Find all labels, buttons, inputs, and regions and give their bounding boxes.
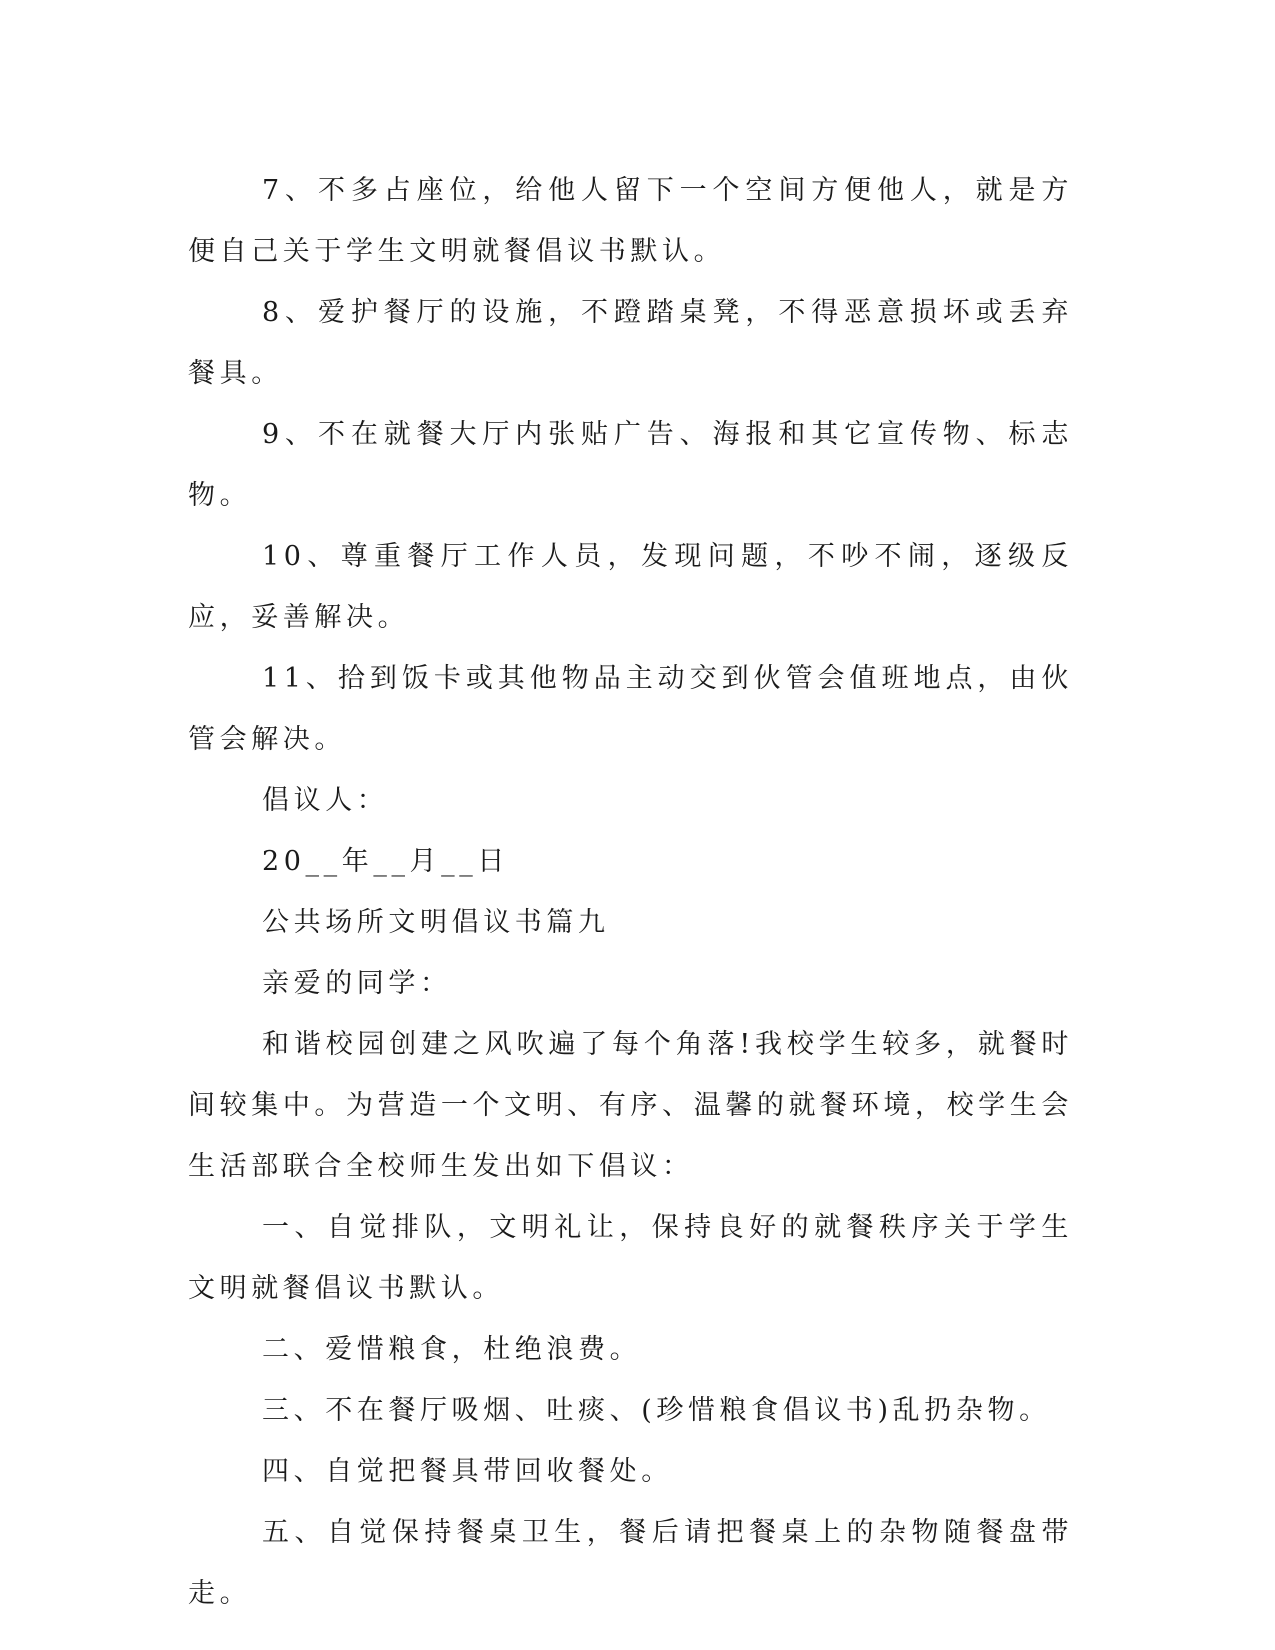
proposal-item-1: 一、自觉排队，文明礼让，保持良好的就餐秩序关于学生文明就餐倡议书默认。 [188,1212,1073,1304]
paragraph-item-9: 9、不在就餐大厅内张贴广告、海报和其它宣传物、标志物。 [188,419,1073,511]
proposal-item-4: 四、自觉把餐具带回收餐处。 [262,1456,673,1487]
proposal-item-5: 五、自觉保持餐桌卫生，餐后请把餐桌上的杂物随餐盘带走。 [188,1517,1073,1609]
paragraph-item-7: 7、不多占座位，给他人留下一个空间方便他人，就是方便自己关于学生文明就餐倡议书默认。 [188,175,1073,267]
signatory-line: 倡议人： [262,785,389,816]
proposal-item-2: 二、爱惜粮食，杜绝浪费。 [262,1334,642,1365]
paragraph-item-11: 11、拾到饭卡或其他物品主动交到伙管会值班地点，由伙管会解决。 [188,663,1073,755]
paragraph-item-10: 10、尊重餐厅工作人员，发现问题，不吵不闹，逐级反应，妥善解决。 [188,541,1073,633]
date-line: 20__年__月__日 [262,846,509,877]
document-body [188,160,1073,1624]
section-title: 公共场所文明倡议书篇九 [262,907,610,938]
paragraph-item-8: 8、爱护餐厅的设施，不蹬踏桌凳，不得恶意损坏或丢弃餐具。 [188,297,1073,389]
intro-paragraph: 和谐校园创建之风吹遍了每个角落!我校学生较多，就餐时间较集中。为营造一个文明、有序、温馨的就餐环境，校学生会生活部联合全校师生发出如下倡议： [188,1029,1073,1182]
proposal-item-3: 三、不在餐厅吸烟、吐痰、(珍惜粮食倡议书)乱扔杂物。 [262,1395,1051,1426]
salutation: 亲爱的同学： [262,968,452,999]
